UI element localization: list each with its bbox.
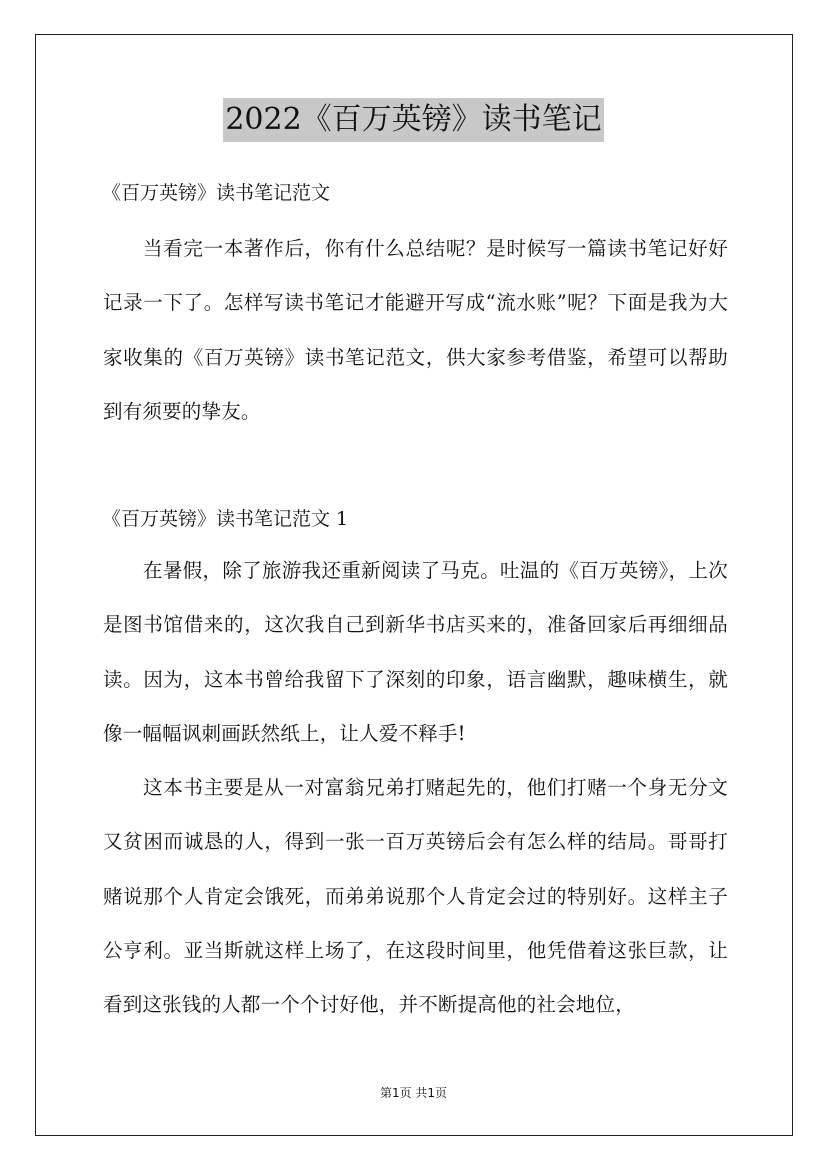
section-heading: 《百万英镑》读书笔记范文 1 xyxy=(102,508,349,530)
subtitle-heading: 《百万英镑》读书笔记范文 xyxy=(102,182,331,204)
title-container xyxy=(0,98,827,142)
page-footer: 第1页 共1页 xyxy=(379,1086,448,1100)
body-paragraph-2: 这本书主要是从一对富翁兄弟打赌起先的，他们打赌一个身无分文又贫困而诚恳的人，得到一张一百万英镑后会有怎么样的结局。哥哥打赌说那个人肯定会饿死，而弟弟说那个人肯定会过的特别好。这样主子公亨利。亚当斯就这样上场了，在这段时间里，他凭借着这张巨款，让看到这张钱的人都一个个讨好他，并不断提高他的社会地位， xyxy=(103,776,728,1017)
document-title: 2022《百万英镑》读书笔记 xyxy=(223,98,603,142)
intro-paragraph: 当看完一本著作后，你有什么总结呢？是时候写一篇读书笔记好好记录一下了。怎样写读书笔记才能避开写成“流水账”呢？下面是我为大家收集的《百万英镑》读书笔记范文，供大家参考借鉴，希望可以帮助到有须要的挚友。 xyxy=(103,237,728,423)
body-paragraph-1: 在暑假，除了旅游我还重新阅读了马克。吐温的《百万英镑》，上次是图书馆借来的，这次我自己到新华书店买来的，准备回家后再细细品读。因为，这本书曾给我留下了深刻的印象，语言幽默，趣味横生，就像一幅幅讽刺画跃然纸上，让人爱不释手! xyxy=(103,559,728,745)
